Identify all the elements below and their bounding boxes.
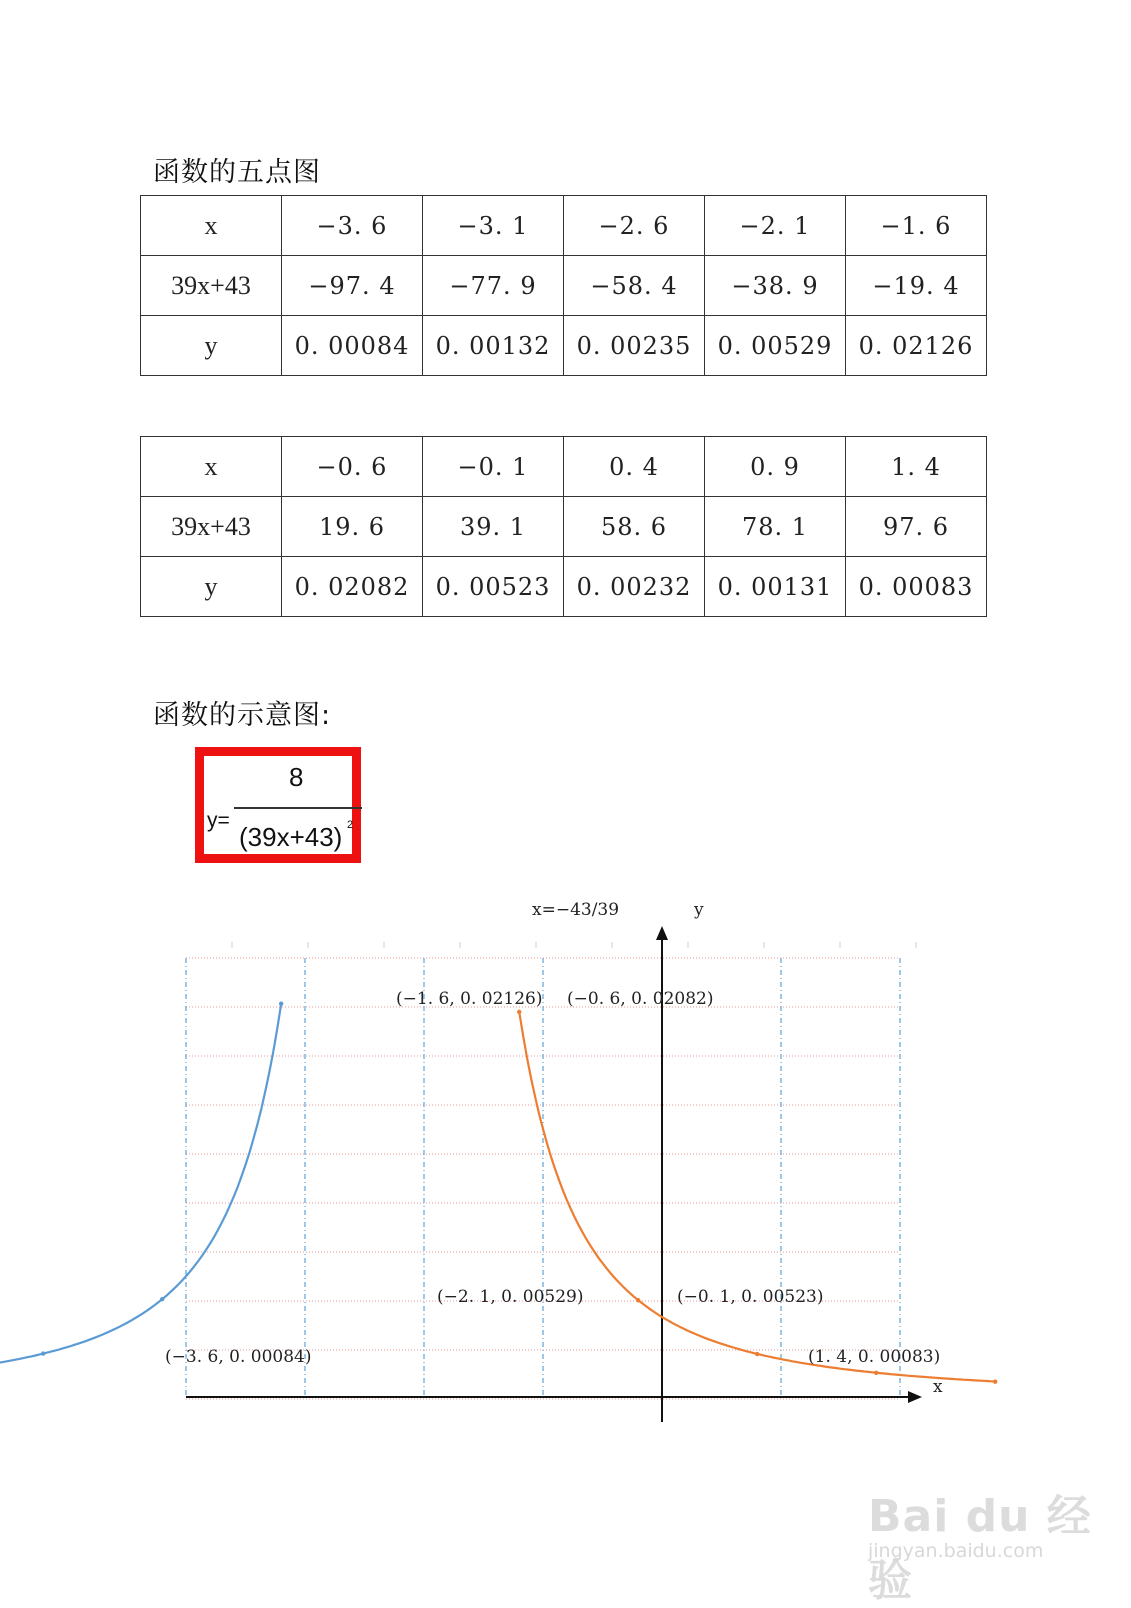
row-header: x [141,196,282,256]
series-line-1 [0,1004,281,1382]
table-cell: 1. 4 [846,437,987,497]
point-label: (−0. 6, 0. 02082) [567,989,714,1009]
table-cell: 19. 6 [282,497,423,557]
table-cell: 0. 02126 [846,316,987,376]
table-cell: −77. 9 [423,256,564,316]
table-cell: 0. 02082 [282,557,423,617]
point-label: (−1. 6, 0. 02126) [396,989,543,1009]
row-header: 39x+43 [141,497,282,557]
data-point [517,1010,521,1014]
baidu-watermark-url: jingyan.baidu.com [868,1540,1044,1562]
row-header: y [141,557,282,617]
table-cell: −58. 4 [564,256,705,316]
table-cell: −3. 6 [282,196,423,256]
table-cell: −1. 6 [846,196,987,256]
point-label: (−0. 1, 0. 00523) [677,1287,824,1307]
point-label: (1. 4, 0. 00083) [808,1347,941,1367]
formula-exponent: 2 [347,819,354,831]
data-point [636,1298,640,1302]
point-label: (−2. 1, 0. 00529) [437,1287,584,1307]
table-cell: 0. 00529 [705,316,846,376]
table-cell: 0. 00083 [846,557,987,617]
asymptote-label: x=−43/39 [532,900,620,920]
table-cell: 0. 00132 [423,316,564,376]
table-cell: 58. 6 [564,497,705,557]
chart-series [0,1002,997,1384]
data-point [279,1002,283,1006]
table-cell: −3. 1 [423,196,564,256]
table-cell: 0. 00232 [564,557,705,617]
formula-lhs: y= [207,809,230,832]
table-cell: −2. 1 [705,196,846,256]
table-cell: 0. 9 [705,437,846,497]
data-point [41,1351,45,1355]
table-cell: −0. 6 [282,437,423,497]
five-point-title: 函数的五点图 [153,157,321,188]
table-cell: −97. 4 [282,256,423,316]
table-cell: 0. 00131 [705,557,846,617]
table-cell: −19. 4 [846,256,987,316]
x-axis-arrow [908,1391,922,1403]
formula-numerator: 8 [289,762,304,792]
point-label: (−3. 6, 0. 00084) [165,1347,312,1367]
table-cell: −0. 1 [423,437,564,497]
table-cell: −38. 9 [705,256,846,316]
data-point [755,1352,759,1356]
chart-axes [186,900,943,1422]
data-point [874,1371,878,1375]
table-cell: 0. 00084 [282,316,423,376]
table-cell: 0. 4 [564,437,705,497]
row-header: x [141,437,282,497]
x-axis-label: x [933,1377,943,1397]
data-point [993,1379,997,1383]
y-axis-arrow [656,926,668,940]
chart-annotations [165,989,940,1367]
sketch-title: 函数的示意图: [153,700,332,731]
data-point [160,1297,164,1301]
table-cell: 39. 1 [423,497,564,557]
row-header: y [141,316,282,376]
series-line-2 [519,1012,995,1382]
table-cell: 78. 1 [705,497,846,557]
table-cell: 0. 00523 [423,557,564,617]
y-axis-label: y [694,900,704,920]
row-header: 39x+43 [141,256,282,316]
table-cell: 97. 6 [846,497,987,557]
table-cell: 0. 00235 [564,316,705,376]
table-cell: −2. 6 [564,196,705,256]
formula-denominator: (39x+43) [239,822,343,852]
baidu-watermark-logo: Bai du 经验 [868,1491,1092,1606]
chart-grid [186,942,916,1399]
